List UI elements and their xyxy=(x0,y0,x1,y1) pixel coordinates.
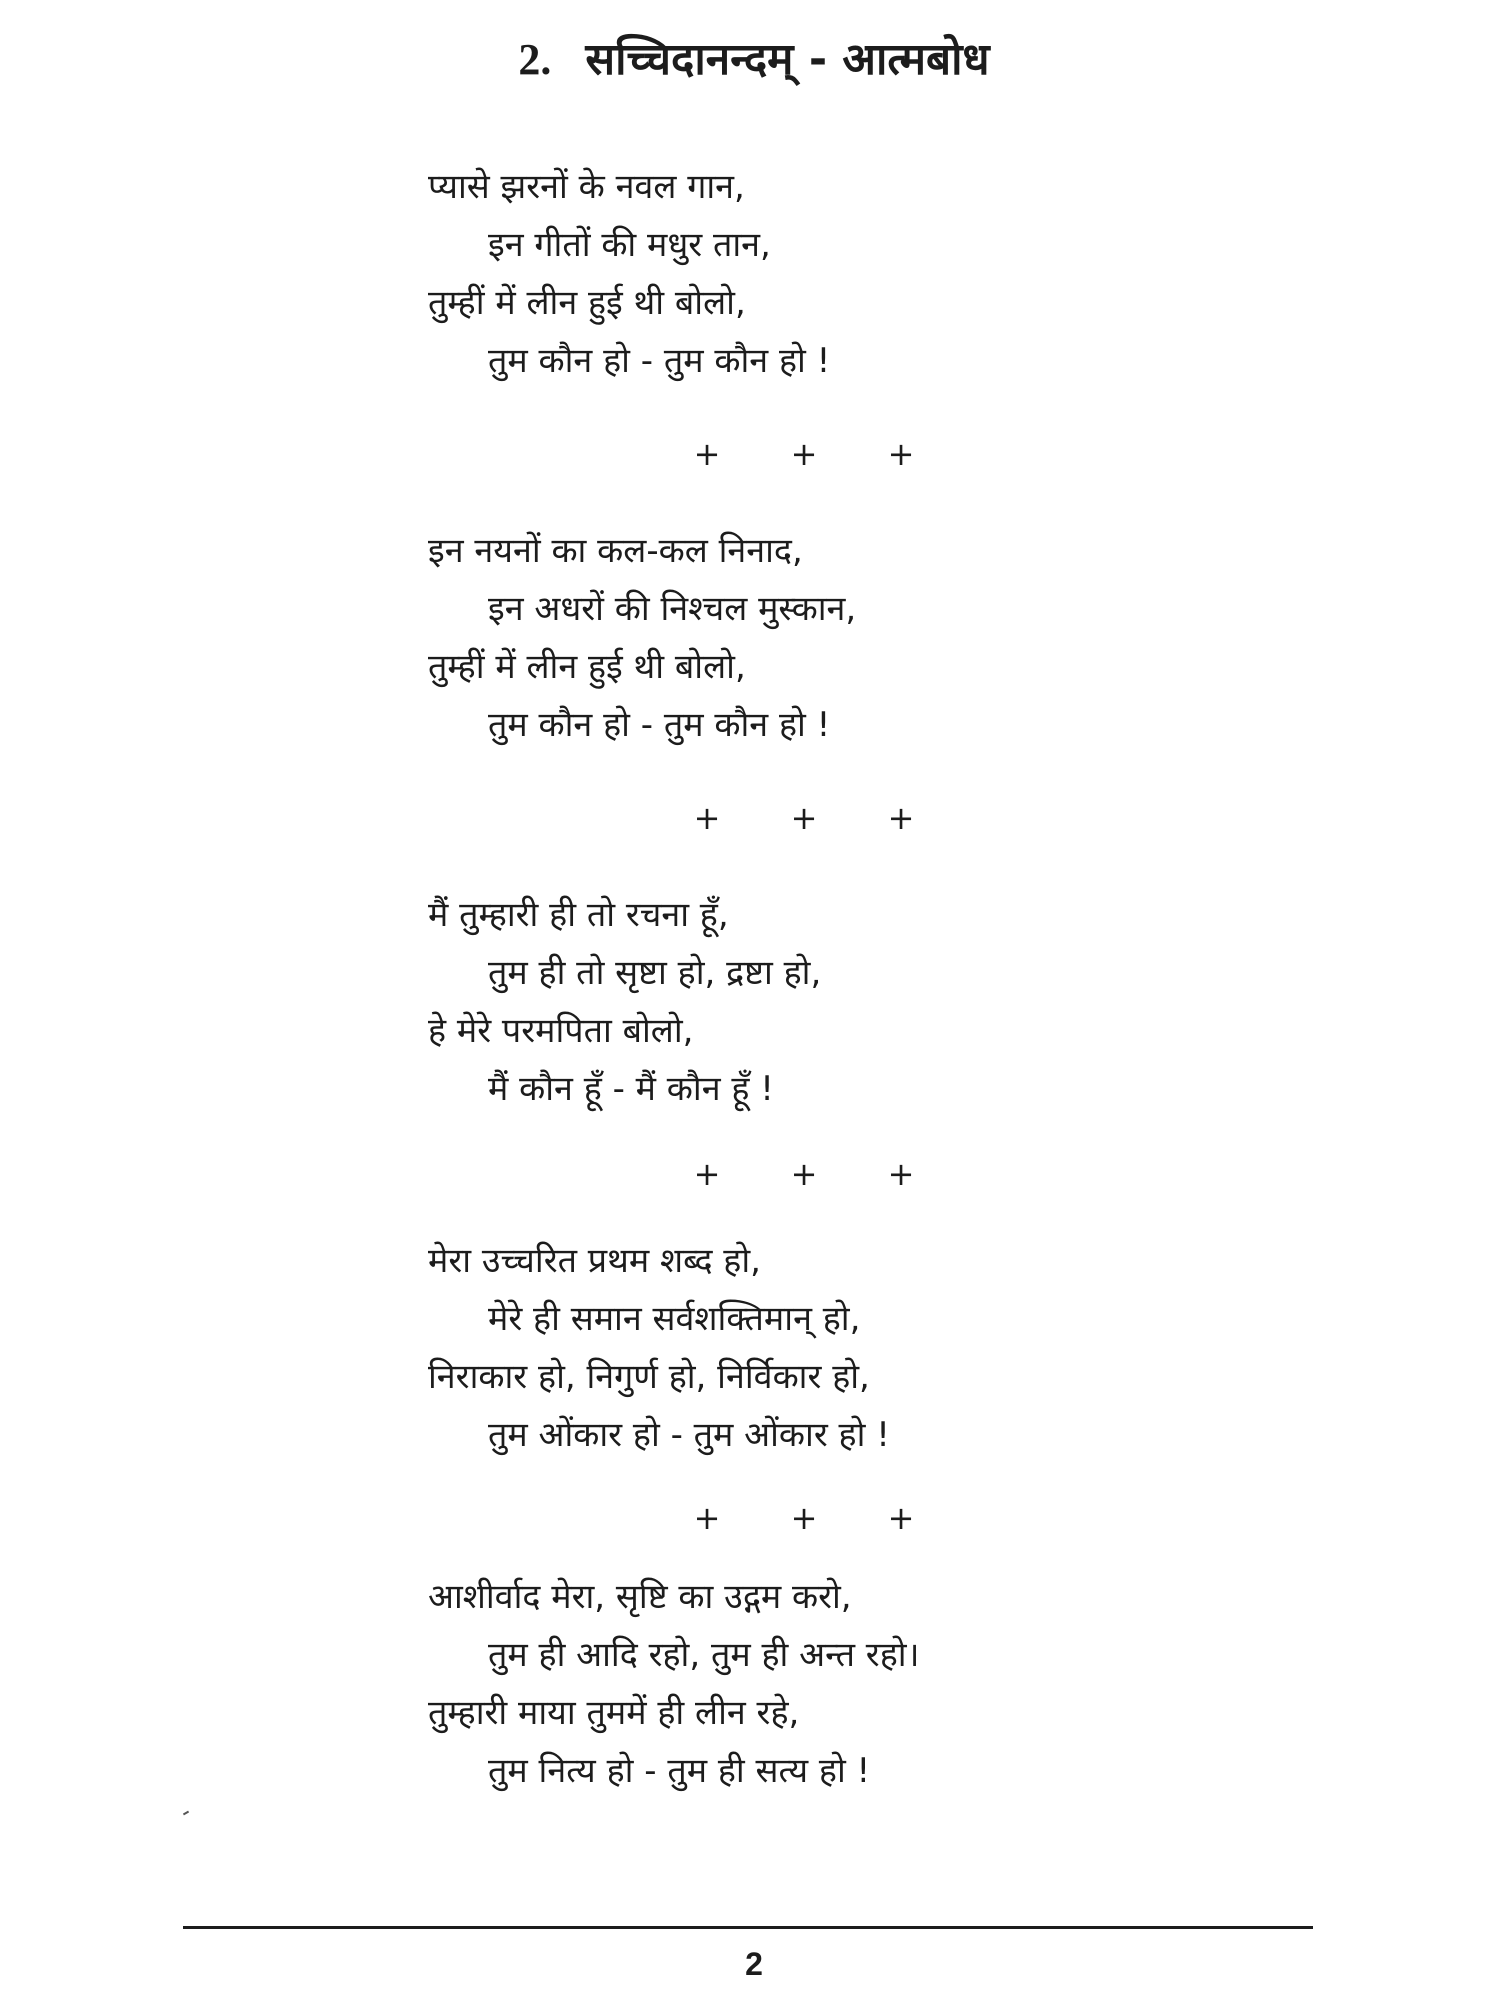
verse-line: मैं कौन हूँ - मैं कौन हूँ ! xyxy=(488,1069,774,1109)
verse-line: तुम्हीं में लीन हुई थी बोलो, xyxy=(428,647,746,687)
chapter-number: 2. xyxy=(518,35,552,84)
verse-line: मैं तुम्हारी ही तो रचना हूँ, xyxy=(428,895,729,935)
verse-line: तुम नित्य हो - तुम ही सत्य हो ! xyxy=(488,1751,871,1791)
page-title xyxy=(0,28,1508,92)
stanza-separator: + + + xyxy=(693,1499,945,1537)
verse-line: आशीर्वाद मेरा, सृष्टि का उद्गम करो, xyxy=(428,1577,852,1617)
verse-line: इन नयनों का कल-कल निनाद, xyxy=(428,531,803,571)
chapter-title: सच्चिदानन्दम् - आत्मबोध xyxy=(585,34,990,85)
stanza-separator: + + + xyxy=(693,1155,945,1193)
stanza-1 xyxy=(428,158,1428,504)
page-number: 2 xyxy=(745,1946,763,1982)
verse-line: तुम कौन हो - तुम कौन हो ! xyxy=(488,705,831,745)
verse-line: तुम कौन हो - तुम कौन हो ! xyxy=(488,341,831,381)
verse-line: मेरे ही समान सर्वशक्तिमान् हो, xyxy=(488,1299,861,1339)
verse-line: तुम्हारी माया तुममें ही लीन रहे, xyxy=(428,1693,800,1733)
stanza-5 xyxy=(428,1568,1428,1800)
poem xyxy=(0,158,1508,1800)
verse-line: इन गीतों की मधुर तान, xyxy=(488,225,771,265)
stanza-separator: + + + xyxy=(693,799,945,837)
verse-line: तुम्हीं में लीन हुई थी बोलो, xyxy=(428,283,746,323)
verse-line: हे मेरे परमपिता बोलो, xyxy=(428,1011,694,1051)
verse-line: तुम ही आदि रहो, तुम ही अन्त रहो। xyxy=(488,1635,920,1675)
verse-line: तुम ही तो सृष्टा हो, द्रष्टा हो, xyxy=(488,953,822,993)
verse-line: प्यासे झरनों के नवल गान, xyxy=(428,167,745,207)
stanza-3 xyxy=(428,886,1428,1224)
stanza-separator: + + + xyxy=(693,435,945,473)
stray-mark xyxy=(183,1811,189,1816)
verse-line: मेरा उच्चरित प्रथम शब्द हो, xyxy=(428,1241,761,1281)
footer-divider xyxy=(183,1926,1313,1929)
verse-line: निराकार हो, निगुर्ण हो, निर्विकार हो, xyxy=(428,1357,870,1397)
verse-line: तुम ओंकार हो - तुम ओंकार हो ! xyxy=(488,1415,890,1455)
stanza-4 xyxy=(428,1232,1428,1558)
verse-line: इन अधरों की निश्चल मुस्कान, xyxy=(488,589,857,629)
stanza-2 xyxy=(428,522,1428,868)
